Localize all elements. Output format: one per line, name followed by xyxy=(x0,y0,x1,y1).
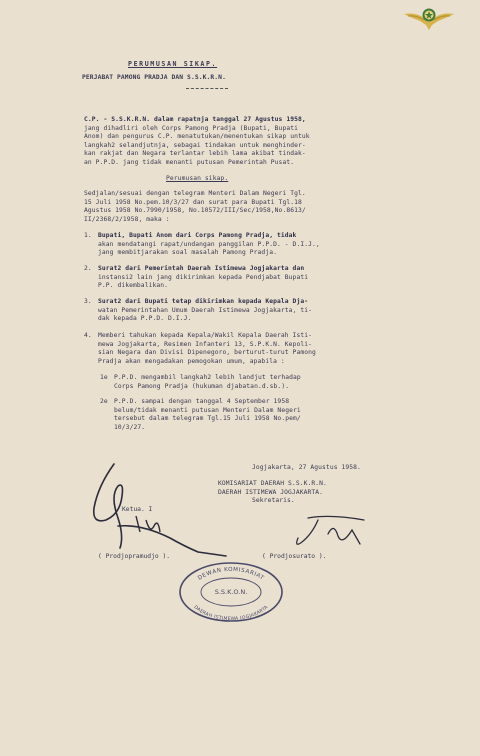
subitem-number: 1e xyxy=(100,374,108,381)
document-title: PERUMUSAN SIKAP. xyxy=(128,60,218,68)
basis-line: 15 Juli 1958 No.pem.10/3/27 dan surat para Bupati Tgl.18 xyxy=(84,198,302,206)
item-line: P.P. dikembalikan. xyxy=(98,282,169,289)
item-line: akan mendatangi rapat/undangan panggilan P.P.D. - D.I.J., xyxy=(98,240,320,248)
chair-label: Ketua. I xyxy=(122,506,153,513)
organization-stamp xyxy=(176,560,286,624)
place-date: Jogjakarta, 27 Agustus 1958. xyxy=(252,464,361,471)
item-number: 3. xyxy=(84,298,92,305)
subitem-line: P.P.D. sampai dengan tanggal 4 September 1958 xyxy=(114,398,290,405)
item-line: sian Negara dan Divisi Dipenegoro, berturut-turut Pamong xyxy=(98,349,316,356)
subitem-line: P.P.D. mengambil langkah2 lebih landjut terhadap xyxy=(114,374,301,381)
intro-line: kan rakjat dan Negara terlantar lebih lama akibat tindak- xyxy=(84,150,306,157)
section-heading: Perumusan sikap. xyxy=(166,175,229,182)
subitem-line: Corps Pamong Pradja (hukuman djabatan.d.sb.). xyxy=(114,382,290,390)
svg-text:DEWAN KOMISARIAT xyxy=(197,567,265,582)
svg-text:DAERAH ISTIMEWA JOGJAKARTA xyxy=(193,604,270,622)
subitem-line: 10/3/27. xyxy=(114,423,146,431)
org-line: KOMISARIAT DAERAH S.S.K.R.N. xyxy=(218,480,327,487)
org-line: Sekretaris. xyxy=(252,497,295,504)
item-line: Pradja akan mengadakan pemogokan umum, apabila : xyxy=(98,357,285,365)
item-line: mewa Jogjakarta, Resimen Infanteri 13, S.P.K.N. Kepoli- xyxy=(98,340,313,348)
item-number: 2. xyxy=(84,265,92,272)
item-line: jang membitjarakan soal masalah Pamong Pradja. xyxy=(98,249,277,256)
item-line: instansi2 lain jang dikirimkan kepada Pendjabat Bupati xyxy=(98,273,309,281)
intro-line: C.P. - S.S.K.R.N. dalam rapatnja tanggal 27 Agustus 1958, xyxy=(84,116,306,123)
item-number: 1. xyxy=(84,232,92,239)
subitem-line: belum/tidak menanti putusan Menteri Dalam Negeri xyxy=(114,406,301,414)
secretary-name: ( Prodjosurato ). xyxy=(262,553,327,560)
secretary-signature xyxy=(268,508,378,554)
intro-line: an P.P.D. jang tidak menanti putusan Pemerintah Pusat. xyxy=(84,158,295,166)
intro-line: Anom) dan pengurus C.P. menatutukan/menentukan sikap untuk xyxy=(84,133,310,140)
title-divider xyxy=(186,88,228,89)
intro-line: jang dihadliri oleh Corps Pamong Pradja (Bupati, Bupati xyxy=(84,124,299,132)
basis-line: Agustus 1958 No.7990/1958, No.10572/III/Sec/1958,No.8613/ xyxy=(84,207,306,214)
org-line: DAERAH ISTIMEWA JOGJAKARTA. xyxy=(218,488,324,496)
chair-signature xyxy=(80,456,230,566)
intro-line: langkah2 selandjutnja, sebagai tindakan untuk menghinder- xyxy=(84,141,306,149)
item-line: Surat2 dari Pemerintah Daerah Istimewa Jogjakarta dan xyxy=(98,265,305,272)
item-line: Bupati, Bupati Anom dari Corps Pamong Pradja, tidak xyxy=(98,232,297,239)
basis-line: II/2368/2/1958, maka : xyxy=(84,215,170,223)
chair-name: ( Prodjopramudjo ). xyxy=(98,553,171,560)
item-line: Surat2 dari Bupati tetap dikirimkan kepada Kepala Dja- xyxy=(98,298,309,305)
item-line: dak kepada P.P.D. D.I.J. xyxy=(98,315,192,322)
document-subtitle: PERJABAT PAMONG PRADJA DAN S.S.K.R.N. xyxy=(82,74,226,81)
stamp-bottom-text: DAERAH ISTIMEWA JOGJAKARTA xyxy=(192,604,270,623)
item-number: 4. xyxy=(84,332,92,339)
subitem-number: 2e xyxy=(100,398,108,405)
stamp-top-text: DEWAN KOMISARIAT xyxy=(197,566,265,582)
stamp-center-text: S.S.K.O.N. xyxy=(214,588,248,596)
garuda-emblem-icon xyxy=(402,4,456,34)
subitem-line: tersebut dalam telegram Tgl.15 Juli 1958 No.pem/ xyxy=(114,415,301,422)
item-line: Memberi tahukan kepada Kepala/Wakil Kepala Daerah Isti- xyxy=(98,332,313,339)
basis-line: Sedjalan/sesuai dengan telegram Menteri Dalam Negeri Tgl. xyxy=(84,190,306,197)
item-line: watan Pemerintahan Umum Daerah Istimewa Jogjakarta, ti- xyxy=(98,306,313,314)
